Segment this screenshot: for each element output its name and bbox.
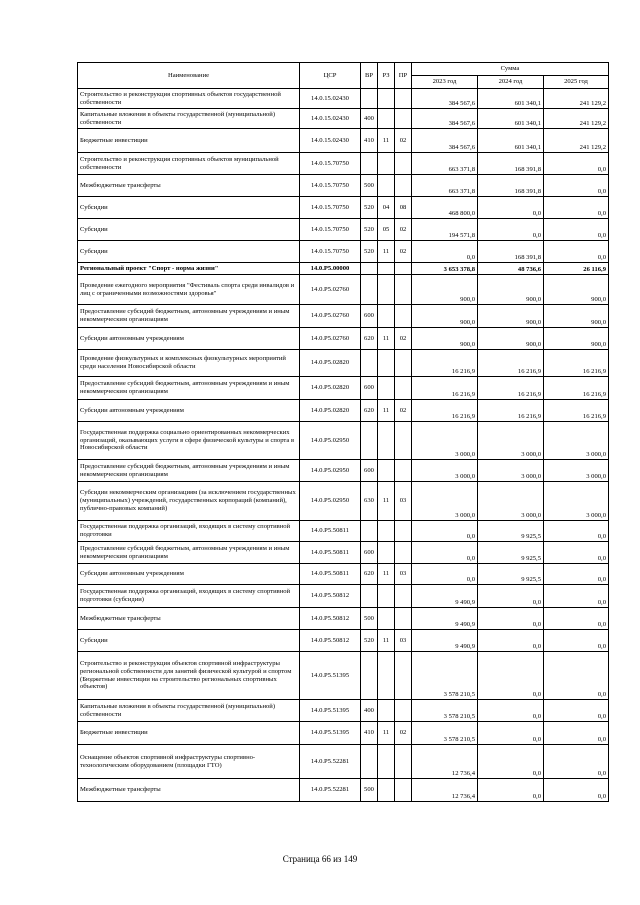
sum-2023-cell: 3 000,0: [412, 422, 478, 460]
sum-2024-cell: 0,0: [478, 700, 544, 722]
csr-cell: 14.0.P5.02760: [300, 275, 361, 305]
vr-cell: 620: [361, 564, 378, 585]
name-cell: Субсидии: [78, 197, 300, 219]
rz-cell: 11: [378, 129, 395, 153]
vr-cell: [361, 745, 378, 779]
sum-2023-cell: 0,0: [412, 521, 478, 542]
sum-2025-cell: 0,0: [544, 700, 609, 722]
vr-cell: 600: [361, 305, 378, 328]
csr-cell: 14.0.P5.02760: [300, 305, 361, 328]
rz-cell: [378, 608, 395, 630]
csr-cell: 14.0.P5.51395: [300, 700, 361, 722]
sum-2024-cell: 0,0: [478, 652, 544, 700]
sum-2024-cell: 0,0: [478, 585, 544, 608]
name-cell: Межбюджетные трансферты: [78, 608, 300, 630]
header-year-2023: 2023 год: [412, 76, 478, 89]
table-row: [78, 564, 609, 585]
sum-2025-cell: 0,0: [544, 630, 609, 652]
name-cell: Субсидии: [78, 241, 300, 263]
sum-2023-cell: 900,0: [412, 328, 478, 350]
vr-cell: 500: [361, 608, 378, 630]
sum-2025-cell: 0,0: [544, 585, 609, 608]
sum-2024-cell: 900,0: [478, 305, 544, 328]
csr-cell: 14.0.15.02430: [300, 89, 361, 109]
pr-cell: [395, 745, 412, 779]
name-cell: Строительство и реконструкция спортивных объектов государственной собственности: [78, 89, 300, 109]
header-vr: ВР: [361, 63, 378, 89]
name-cell: Проведение физкультурных и комплексных физкультурных мероприятий среди населения Новосибирской области: [78, 350, 300, 377]
table-row: [78, 275, 609, 305]
pr-cell: [395, 521, 412, 542]
pr-cell: [395, 350, 412, 377]
sum-2024-cell: 0,0: [478, 197, 544, 219]
csr-cell: 14.0.P5.50812: [300, 630, 361, 652]
sum-2023-cell: 663 371,8: [412, 153, 478, 175]
sum-2024-cell: 0,0: [478, 630, 544, 652]
sum-2023-cell: 663 371,8: [412, 175, 478, 197]
vr-cell: [361, 263, 378, 275]
sum-2023-cell: 9 490,9: [412, 608, 478, 630]
pr-cell: [395, 700, 412, 722]
sum-2024-cell: 168 391,8: [478, 241, 544, 263]
vr-cell: [361, 153, 378, 175]
sum-2023-cell: 384 567,6: [412, 89, 478, 109]
table-row: [78, 197, 609, 219]
sum-2023-cell: 384 567,6: [412, 109, 478, 129]
table-row: [78, 460, 609, 482]
pr-cell: 03: [395, 564, 412, 585]
pr-cell: [395, 153, 412, 175]
csr-cell: 14.0.15.02430: [300, 129, 361, 153]
pr-cell: 02: [395, 722, 412, 745]
sum-2025-cell: 0,0: [544, 542, 609, 564]
pr-cell: [395, 109, 412, 129]
sum-2024-cell: 3 000,0: [478, 460, 544, 482]
rz-cell: [378, 275, 395, 305]
pr-cell: [395, 422, 412, 460]
name-cell: Субсидии: [78, 219, 300, 241]
vr-cell: 410: [361, 722, 378, 745]
name-cell: Бюджетные инвестиции: [78, 129, 300, 153]
sum-2025-cell: 241 129,2: [544, 89, 609, 109]
sum-2023-cell: 9 490,9: [412, 630, 478, 652]
pr-cell: [395, 585, 412, 608]
sum-2025-cell: 241 129,2: [544, 109, 609, 129]
table-row: [78, 482, 609, 521]
table-body: [78, 89, 609, 802]
csr-cell: 14.0.15.70750: [300, 153, 361, 175]
sum-2024-cell: 168 391,8: [478, 175, 544, 197]
sum-2025-cell: 26 116,9: [544, 263, 609, 275]
sum-2024-cell: 16 216,9: [478, 400, 544, 422]
csr-cell: 14.0.15.70750: [300, 175, 361, 197]
pr-cell: [395, 89, 412, 109]
csr-cell: 14.0.P5.02760: [300, 328, 361, 350]
table-row: [78, 722, 609, 745]
csr-cell: 14.0.P5.50812: [300, 585, 361, 608]
rz-cell: 11: [378, 722, 395, 745]
vr-cell: 630: [361, 482, 378, 521]
name-cell: Строительство и реконструкция объектов спортивной инфраструктуры региональной собственности для занятий физической культурой и спортом (Бюджетные инвестиции на строительство региональных спортивных объектов): [78, 652, 300, 700]
sum-2025-cell: 0,0: [544, 722, 609, 745]
pr-cell: [395, 460, 412, 482]
pr-cell: 02: [395, 328, 412, 350]
sum-2023-cell: 3 578 210,5: [412, 700, 478, 722]
table-row: [78, 608, 609, 630]
rz-cell: [378, 460, 395, 482]
csr-cell: 14.0.P5.50812: [300, 608, 361, 630]
rz-cell: [378, 745, 395, 779]
vr-cell: 500: [361, 175, 378, 197]
sum-2025-cell: 0,0: [544, 564, 609, 585]
vr-cell: [361, 275, 378, 305]
sum-2024-cell: 0,0: [478, 779, 544, 802]
table-row: [78, 175, 609, 197]
sum-2023-cell: 16 216,9: [412, 377, 478, 400]
csr-cell: 14.0.P5.02950: [300, 460, 361, 482]
table-row: [78, 700, 609, 722]
sum-2023-cell: 900,0: [412, 275, 478, 305]
sum-2023-cell: 3 000,0: [412, 460, 478, 482]
sum-2025-cell: 0,0: [544, 779, 609, 802]
csr-cell: 14.0.15.70750: [300, 197, 361, 219]
name-cell: Региональный проект "Спорт - норма жизни": [78, 263, 300, 275]
csr-cell: 14.0.P5.02820: [300, 350, 361, 377]
csr-cell: 14.0.P5.50811: [300, 521, 361, 542]
name-cell: Субсидии некоммерческим организациям (за исключением государственных (муниципальных) учреждений, государственных корпораций (компаний), публично-правовых компаний): [78, 482, 300, 521]
sum-2024-cell: 9 925,5: [478, 564, 544, 585]
name-cell: Субсидии автономным учреждениям: [78, 564, 300, 585]
csr-cell: 14.0.P5.50811: [300, 564, 361, 585]
pr-cell: [395, 608, 412, 630]
name-cell: Государственная поддержка организаций, входящих в систему спортивной подготовки (субсидии): [78, 585, 300, 608]
vr-cell: 620: [361, 400, 378, 422]
csr-cell: 14.0.P5.02820: [300, 377, 361, 400]
vr-cell: 600: [361, 377, 378, 400]
sum-2023-cell: 12 736,4: [412, 745, 478, 779]
csr-cell: 14.0.P5.02950: [300, 482, 361, 521]
table-row: [78, 585, 609, 608]
rz-cell: [378, 542, 395, 564]
sum-2025-cell: 900,0: [544, 275, 609, 305]
sum-2025-cell: 16 216,9: [544, 350, 609, 377]
vr-cell: [361, 350, 378, 377]
pr-cell: [395, 263, 412, 275]
vr-cell: 400: [361, 700, 378, 722]
pr-cell: 08: [395, 197, 412, 219]
sum-2025-cell: 900,0: [544, 305, 609, 328]
sum-2025-cell: 3 000,0: [544, 482, 609, 521]
pr-cell: [395, 275, 412, 305]
sum-2025-cell: 0,0: [544, 175, 609, 197]
rz-cell: 05: [378, 219, 395, 241]
sum-2025-cell: 3 000,0: [544, 460, 609, 482]
sum-2024-cell: 9 925,5: [478, 542, 544, 564]
pr-cell: 02: [395, 129, 412, 153]
sum-2024-cell: 0,0: [478, 722, 544, 745]
csr-cell: 14.0.15.70750: [300, 219, 361, 241]
sum-2024-cell: 0,0: [478, 219, 544, 241]
rz-cell: 04: [378, 197, 395, 219]
csr-cell: 14.0.P5.00000: [300, 263, 361, 275]
rz-cell: [378, 700, 395, 722]
rz-cell: 11: [378, 564, 395, 585]
sum-2023-cell: 16 216,9: [412, 400, 478, 422]
sum-2024-cell: 3 000,0: [478, 422, 544, 460]
vr-cell: 520: [361, 241, 378, 263]
sum-2023-cell: 900,0: [412, 305, 478, 328]
sum-2023-cell: 3 578 210,5: [412, 722, 478, 745]
csr-cell: 14.0.P5.52281: [300, 745, 361, 779]
sum-2023-cell: 3 653 378,8: [412, 263, 478, 275]
header-pr: ПР: [395, 63, 412, 89]
vr-cell: [361, 652, 378, 700]
rz-cell: [378, 305, 395, 328]
rz-cell: 11: [378, 241, 395, 263]
sum-2025-cell: 900,0: [544, 328, 609, 350]
table-row: [78, 422, 609, 460]
sum-2024-cell: 3 000,0: [478, 482, 544, 521]
vr-cell: 400: [361, 109, 378, 129]
vr-cell: 600: [361, 460, 378, 482]
sum-2024-cell: 601 340,1: [478, 129, 544, 153]
sum-2023-cell: 0,0: [412, 542, 478, 564]
pr-cell: [395, 305, 412, 328]
sum-2025-cell: 0,0: [544, 219, 609, 241]
sum-2023-cell: 384 567,6: [412, 129, 478, 153]
sum-2023-cell: 468 800,0: [412, 197, 478, 219]
rz-cell: [378, 153, 395, 175]
sum-2023-cell: 0,0: [412, 241, 478, 263]
rz-cell: 11: [378, 482, 395, 521]
pr-cell: 02: [395, 400, 412, 422]
sum-2025-cell: 0,0: [544, 521, 609, 542]
sum-2024-cell: 16 216,9: [478, 377, 544, 400]
table-row: [78, 400, 609, 422]
rz-cell: 11: [378, 400, 395, 422]
rz-cell: [378, 585, 395, 608]
table-row: [78, 630, 609, 652]
pr-cell: [395, 175, 412, 197]
csr-cell: 14.0.P5.52281: [300, 779, 361, 802]
header-sum: Сумма: [412, 63, 609, 76]
sum-2024-cell: 900,0: [478, 275, 544, 305]
name-cell: Предоставление субсидий бюджетным, автономным учреждениям и иным некоммерческим организациям: [78, 377, 300, 400]
page-number: Страница 66 из 149: [282, 854, 358, 864]
name-cell: Оснащение объектов спортивной инфраструктуры спортивно-технологическим оборудованием (площадки ГТО): [78, 745, 300, 779]
pr-cell: [395, 652, 412, 700]
sum-2025-cell: 16 216,9: [544, 400, 609, 422]
rz-cell: [378, 263, 395, 275]
table-row: [78, 779, 609, 802]
vr-cell: [361, 521, 378, 542]
vr-cell: 410: [361, 129, 378, 153]
name-cell: Субсидии автономным учреждениям: [78, 328, 300, 350]
sum-2023-cell: 3 000,0: [412, 482, 478, 521]
sum-2025-cell: 241 129,2: [544, 129, 609, 153]
header-rz: РЗ: [378, 63, 395, 89]
csr-cell: 14.0.P5.51395: [300, 652, 361, 700]
budget-table: [77, 62, 609, 802]
table-row: [78, 542, 609, 564]
name-cell: Межбюджетные трансферты: [78, 175, 300, 197]
header-name: Наименование: [78, 63, 300, 89]
rz-cell: [378, 89, 395, 109]
sum-2023-cell: 9 490,9: [412, 585, 478, 608]
vr-cell: 600: [361, 542, 378, 564]
csr-cell: 14.0.P5.02950: [300, 422, 361, 460]
pr-cell: [395, 377, 412, 400]
table-row: [78, 153, 609, 175]
table-row: [78, 219, 609, 241]
rz-cell: [378, 422, 395, 460]
sum-2025-cell: 0,0: [544, 241, 609, 263]
csr-cell: 14.0.15.02430: [300, 109, 361, 129]
pr-cell: [395, 779, 412, 802]
sum-2025-cell: 0,0: [544, 153, 609, 175]
sum-2024-cell: 16 216,9: [478, 350, 544, 377]
table-row: [78, 241, 609, 263]
rz-cell: [378, 109, 395, 129]
name-cell: Государственная поддержка организаций, входящих в систему спортивной подготовки: [78, 521, 300, 542]
table-row: [78, 263, 609, 275]
sum-2024-cell: 0,0: [478, 745, 544, 779]
name-cell: Субсидии автономным учреждениям: [78, 400, 300, 422]
sum-2023-cell: 12 736,4: [412, 779, 478, 802]
csr-cell: 14.0.15.70750: [300, 241, 361, 263]
vr-cell: 500: [361, 779, 378, 802]
header-csr: ЦСР: [300, 63, 361, 89]
table-row: [78, 129, 609, 153]
rz-cell: [378, 175, 395, 197]
name-cell: Предоставление субсидий бюджетным, автономным учреждениям и иным некоммерческим организациям: [78, 542, 300, 564]
vr-cell: 520: [361, 197, 378, 219]
name-cell: Межбюджетные трансферты: [78, 779, 300, 802]
sum-2023-cell: 0,0: [412, 564, 478, 585]
sum-2024-cell: 900,0: [478, 328, 544, 350]
rz-cell: [378, 521, 395, 542]
vr-cell: 520: [361, 630, 378, 652]
header-year-2025: 2025 год: [544, 76, 609, 89]
table-row: [78, 305, 609, 328]
name-cell: Проведение ежегодного мероприятия "Фестиваль спорта среди инвалидов и лиц с ограниченными возможностями здоровья": [78, 275, 300, 305]
sum-2024-cell: 48 736,6: [478, 263, 544, 275]
pr-cell: 03: [395, 630, 412, 652]
sum-2024-cell: 601 340,1: [478, 89, 544, 109]
table-row: [78, 350, 609, 377]
csr-cell: 14.0.P5.02820: [300, 400, 361, 422]
name-cell: Капитальные вложения в объекты государственной (муниципальной) собственности: [78, 700, 300, 722]
vr-cell: [361, 89, 378, 109]
pr-cell: [395, 542, 412, 564]
vr-cell: 520: [361, 219, 378, 241]
rz-cell: [378, 350, 395, 377]
sum-2025-cell: 0,0: [544, 608, 609, 630]
sum-2024-cell: 0,0: [478, 608, 544, 630]
csr-cell: 14.0.P5.51395: [300, 722, 361, 745]
sum-2025-cell: 16 216,9: [544, 377, 609, 400]
name-cell: Субсидии: [78, 630, 300, 652]
csr-cell: 14.0.P5.50811: [300, 542, 361, 564]
sum-2023-cell: 194 571,8: [412, 219, 478, 241]
rz-cell: 11: [378, 328, 395, 350]
name-cell: Капитальные вложения в объекты государственной (муниципальной) собственности: [78, 109, 300, 129]
vr-cell: 620: [361, 328, 378, 350]
pr-cell: 02: [395, 241, 412, 263]
table-row: [78, 377, 609, 400]
pr-cell: 02: [395, 219, 412, 241]
table-row: [78, 745, 609, 779]
table-row: [78, 652, 609, 700]
sum-2024-cell: 601 340,1: [478, 109, 544, 129]
table-row: [78, 521, 609, 542]
sum-2024-cell: 9 925,5: [478, 521, 544, 542]
table-row: [78, 89, 609, 109]
sum-2023-cell: 16 216,9: [412, 350, 478, 377]
sum-2025-cell: 0,0: [544, 652, 609, 700]
sum-2024-cell: 168 391,8: [478, 153, 544, 175]
sum-2025-cell: 0,0: [544, 745, 609, 779]
sum-2025-cell: 3 000,0: [544, 422, 609, 460]
rz-cell: [378, 652, 395, 700]
sum-2025-cell: 0,0: [544, 197, 609, 219]
header-year-2024: 2024 год: [478, 76, 544, 89]
name-cell: Бюджетные инвестиции: [78, 722, 300, 745]
sum-2023-cell: 3 578 210,5: [412, 652, 478, 700]
table-row: [78, 109, 609, 129]
vr-cell: [361, 422, 378, 460]
table-row: [78, 328, 609, 350]
rz-cell: [378, 377, 395, 400]
name-cell: Государственная поддержка социально ориентированных некоммерческих организаций, оказывающих услуги в сфере физической культуры и спорта в Новосибирской области: [78, 422, 300, 460]
rz-cell: 11: [378, 630, 395, 652]
name-cell: Предоставление субсидий бюджетным, автономным учреждениям и иным некоммерческим организациям: [78, 460, 300, 482]
pr-cell: 03: [395, 482, 412, 521]
name-cell: Строительство и реконструкция спортивных объектов муниципальной собственности: [78, 153, 300, 175]
name-cell: Предоставление субсидий бюджетным, автономным учреждениям и иным некоммерческим организациям: [78, 305, 300, 328]
rz-cell: [378, 779, 395, 802]
vr-cell: [361, 585, 378, 608]
